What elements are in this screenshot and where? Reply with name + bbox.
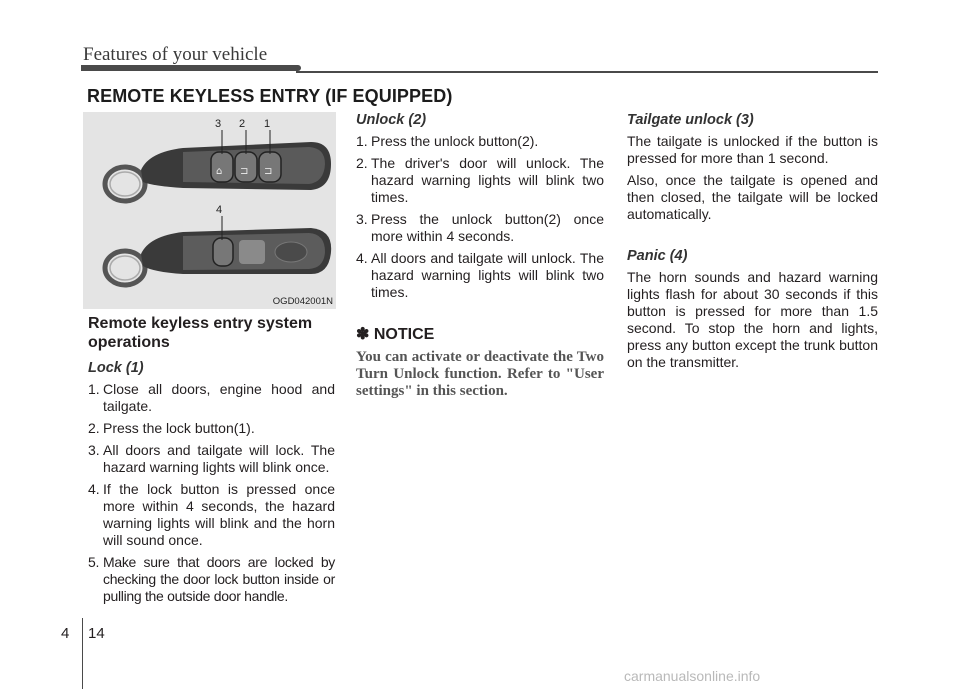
panic-title: Panic (4): [627, 248, 688, 264]
key-fob-figure: [83, 112, 336, 309]
list-item: 3. Press the unlock button(2) once more within 4 seconds.: [356, 211, 604, 244]
list-item: 2. The driver's door will unlock. The hazard warning lights will blink two times.: [356, 155, 604, 205]
column-1: [88, 314, 335, 610]
tailgate-paragraph-1: The tailgate is unlocked if the button is pressed for more than 1 second.: [627, 133, 878, 166]
footer-divider: [82, 618, 83, 689]
figure-code: OGD042001N: [272, 296, 333, 307]
list-item: 2. Press the lock button(1).: [88, 420, 255, 436]
header-rule-thick: [81, 65, 301, 71]
list-item: 4. If the lock button is pressed once more within 4 seconds, the hazard warning lights will blink and the horn will sound once.: [88, 481, 335, 548]
lock-title: Lock (1): [88, 360, 144, 376]
callout-3: 3: [215, 118, 222, 130]
list-item: 1. Press the unlock button(2).: [356, 133, 539, 149]
key-fob-illustration: [83, 112, 336, 309]
watermark: carmanualsonline.info: [624, 668, 761, 684]
panic-paragraph: The horn sounds and hazard warning lights flash for about 30 seconds if this button is pressed for more than 1.5 second. To stop the horn and lights, press any button except the trunk button on the transmitter.: [627, 269, 878, 370]
callout-4: 4: [216, 204, 223, 216]
notice-text: You can activate or deactivate the Two Turn Unlock function. Refer to "User settings" in this section.: [356, 349, 604, 399]
callout-1: 1: [264, 118, 271, 130]
section-heading: REMOTE KEYLESS ENTRY (IF EQUIPPED): [87, 86, 453, 106]
unlock-steps: [356, 133, 604, 301]
subheading-operations: Remote keyless entry system operations: [88, 315, 313, 351]
column-3: [627, 112, 878, 376]
page-header-title: Features of your vehicle: [83, 44, 268, 65]
tailgate-title: Tailgate unlock (3): [627, 112, 754, 128]
callout-2: 2: [239, 118, 246, 130]
notice-star-icon: ✽: [356, 326, 370, 343]
header-rule-thin: [296, 71, 878, 73]
list-item: 1. Close all doors, engine hood and tailgate.: [88, 381, 335, 414]
notice-title: NOTICE: [373, 326, 435, 343]
list-item: 4. All doors and tailgate will unlock. The hazard warning lights will blink two times.: [356, 250, 604, 300]
panic-button-4: [213, 238, 233, 266]
footer-chapter-number: 4: [61, 625, 70, 642]
svg-text:⌂: ⌂: [216, 166, 223, 177]
column-2: [356, 112, 604, 400]
footer-page-number: 14: [88, 625, 105, 642]
unlock-title: Unlock (2): [356, 112, 427, 128]
tailgate-paragraph-2: Also, once the tailgate is opened and then closed, the tailgate will be locked automatically.: [627, 172, 878, 222]
lock-steps: [88, 381, 335, 605]
notice-heading: [356, 326, 604, 343]
svg-text:⊐: ⊐: [240, 166, 249, 177]
list-item: 3. All doors and tailgate will lock. The hazard warning lights will blink once.: [88, 442, 335, 475]
list-item: 5. Make sure that doors are locked by checking the door lock button inside or pulling the outside door handle.: [88, 554, 335, 604]
svg-text:⊐: ⊐: [264, 166, 273, 177]
